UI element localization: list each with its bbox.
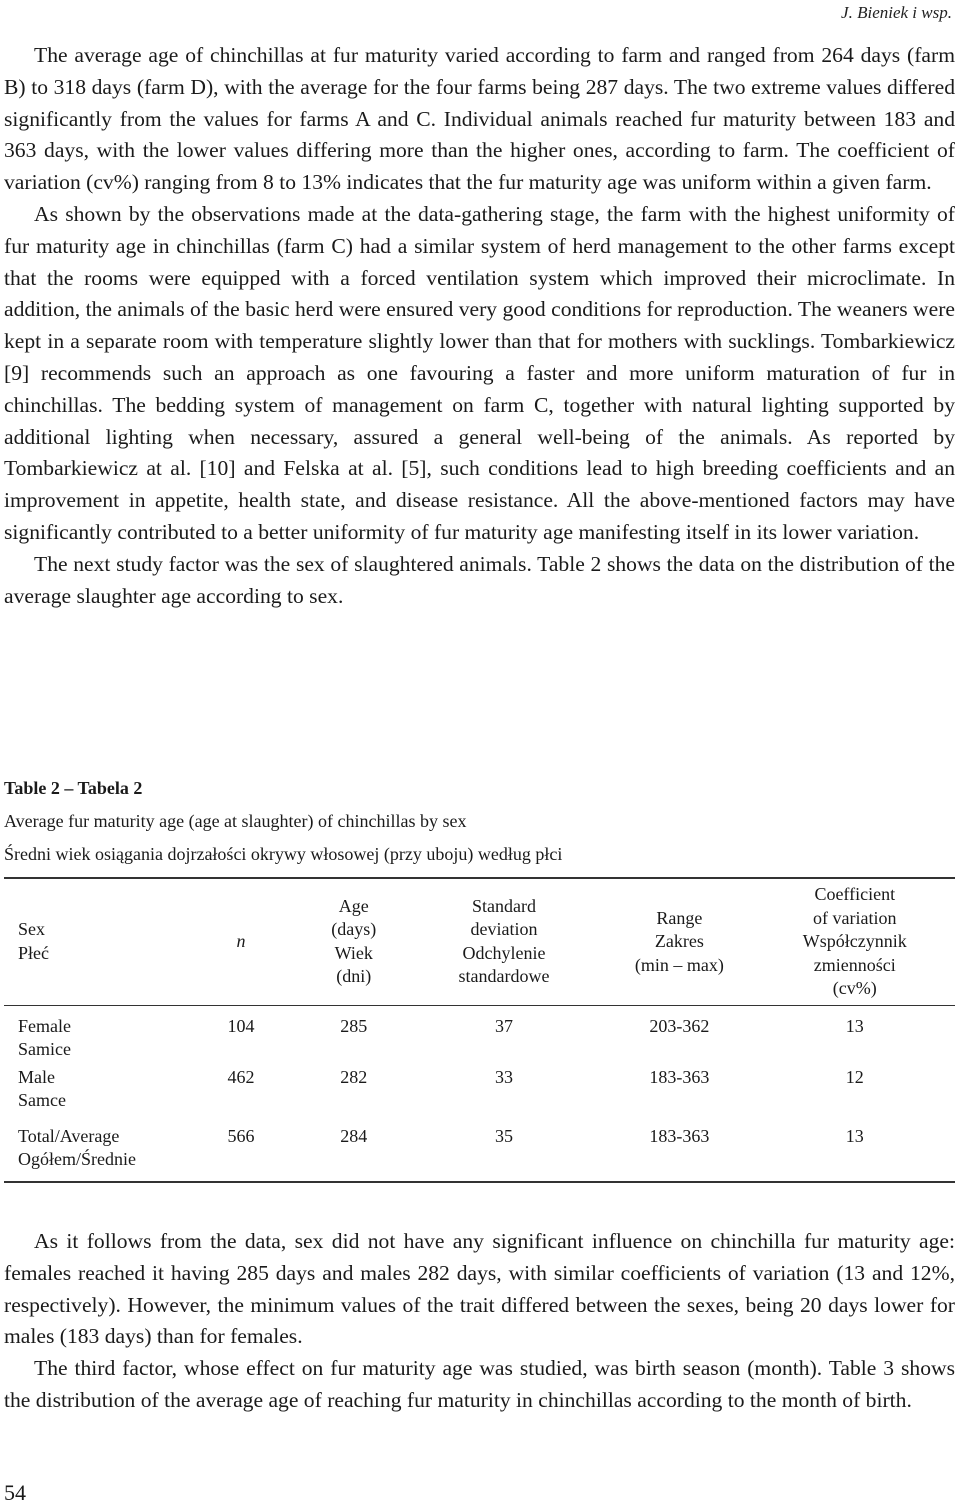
running-head: J. Bieniek i wsp. <box>841 3 952 22</box>
cell-text: Ogółem/Średnie <box>18 1149 136 1169</box>
cell-text: Male <box>18 1066 55 1087</box>
table-caption-en: Average fur maturity age (age at slaughter) of chinchillas by sex <box>4 811 467 831</box>
header-text: (cv%) <box>832 978 877 998</box>
cell-sd: 37 <box>495 1015 514 1036</box>
cell-age: 282 <box>340 1066 368 1087</box>
cell-age: 284 <box>340 1125 368 1146</box>
cell-sd: 33 <box>495 1066 514 1087</box>
header-n: n <box>236 931 246 951</box>
cell-text: Samce <box>18 1090 66 1110</box>
header-cv <box>755 878 955 1005</box>
header-sd <box>404 878 604 1005</box>
data-table <box>4 877 955 1183</box>
table-row <box>4 1062 955 1113</box>
cell-sd: 35 <box>495 1125 514 1146</box>
cell-age: 285 <box>340 1015 368 1036</box>
table-caption-pl: Średni wiek osiągania dojrzałości okrywy włosowej (przy uboju) według płci <box>4 844 563 864</box>
header-range <box>604 878 754 1005</box>
cell-sex <box>4 1113 178 1182</box>
table-label: Table 2 – Tabela 2 <box>4 778 143 798</box>
cell-sex <box>4 1062 178 1113</box>
header-text: deviation <box>470 919 538 940</box>
cell-n: 462 <box>227 1066 255 1087</box>
cell-n: 566 <box>227 1125 255 1146</box>
header-text: of variation <box>813 907 897 928</box>
cell-range: 183-363 <box>649 1125 710 1146</box>
header-age <box>304 878 404 1005</box>
table-row <box>4 1005 955 1062</box>
header-text: Zakres <box>654 931 704 951</box>
paragraph: The third factor, whose effect on fur maturity age was studied, was birth season (month). Table 3 shows the distribution of the average age of reaching fur maturity in chinchillas according to the month of birth. <box>4 1356 955 1412</box>
header-text: Wiek <box>334 942 373 963</box>
cell-cv: 13 <box>845 1015 864 1036</box>
cell-text: Samice <box>18 1039 71 1059</box>
paragraph: As it follows from the data, sex did not have any significant influence on chinchilla fur maturity age: females reached it having 285 days and males 282 days, with similar coefficients of variation (13 and 12%, respectively). However, the minimum values of the trait differed between the sexes, being 20 days lower for males (183 days) than for females. <box>4 1229 955 1349</box>
cell-sex <box>4 1005 178 1062</box>
body-text-top <box>4 40 955 612</box>
header-row <box>4 878 955 1005</box>
header-text: standardowe <box>458 966 550 987</box>
cell-text: Female <box>18 1015 71 1036</box>
cell-cv: 13 <box>845 1125 864 1146</box>
cell-n: 104 <box>227 1015 255 1036</box>
paragraph: The average age of chinchillas at fur maturity varied according to farm and ranged from 264 days (farm B) to 318 days (farm D), with the average for the four farms being 287 days. The two extreme values differed significantly from the values for farms A and C. Individual animals reached fur maturity between 183 and 363 days, with the lower values differing more than the higher ones, according to farm. The coefficient of variation (cv%) ranging from 8 to 13% indicates that the fur maturity age was uniform within a given farm. <box>4 43 955 195</box>
header-text: (min – max) <box>634 954 724 975</box>
table-row <box>4 1113 955 1182</box>
paragraph: The next study factor was the sex of slaughtered animals. Table 2 shows the data on the distribution of the average slaughter age according to sex. <box>4 551 955 608</box>
paragraph: As shown by the observations made at the data-gathering stage, the farm with the highest uniformity of fur maturity age in chinchillas (farm C) had a similar system of herd management to the other farms except that the rooms were equipped with a forced ventilation system which improved their microclimate. In addition, the animals of the basic herd were ensured very good conditions for reproduction. The weaners were kept in a separate room with temperature slightly lower than that for mothers with sucklings. Tombarkiewicz [9] recommends such an approach as one favouring a faster and more uniform maturation of fur in chinchillas. The bedding system of management on farm C, together with natural lighting supported by additional lighting when necessary, assured a general well-being of the animals. As reported by Tombarkiewicz at al. [10] and Felska at al. [5], such conditions lead to high breeding coefficients and an improvement in appetite, health state, and disease resistance. All the above-mentioned factors may have significantly contributed to a better uniformity of fur maturity age manifesting itself in its lower variation. <box>4 201 955 544</box>
cell-range: 183-363 <box>649 1066 710 1087</box>
header-text: Sex <box>18 919 45 940</box>
header-text: Standard <box>472 895 536 916</box>
cell-text: Total/Average <box>18 1125 120 1146</box>
body-text-bottom <box>4 1226 955 1417</box>
header-text: Współczynnik <box>802 931 907 951</box>
header-text: Płeć <box>18 942 49 963</box>
header-text: Odchylenie <box>462 942 546 963</box>
header-text: zmienności <box>813 954 896 975</box>
page-number: 54 <box>4 1480 26 1505</box>
cell-cv: 12 <box>845 1066 864 1087</box>
header-text: Range <box>656 907 703 928</box>
header-text: Coefficient <box>814 884 896 904</box>
header-text: (dni) <box>336 966 372 987</box>
header-text: (days) <box>331 919 377 940</box>
header-text: Age <box>338 895 369 916</box>
header-sex <box>4 878 178 1005</box>
cell-range: 203-362 <box>649 1015 710 1036</box>
